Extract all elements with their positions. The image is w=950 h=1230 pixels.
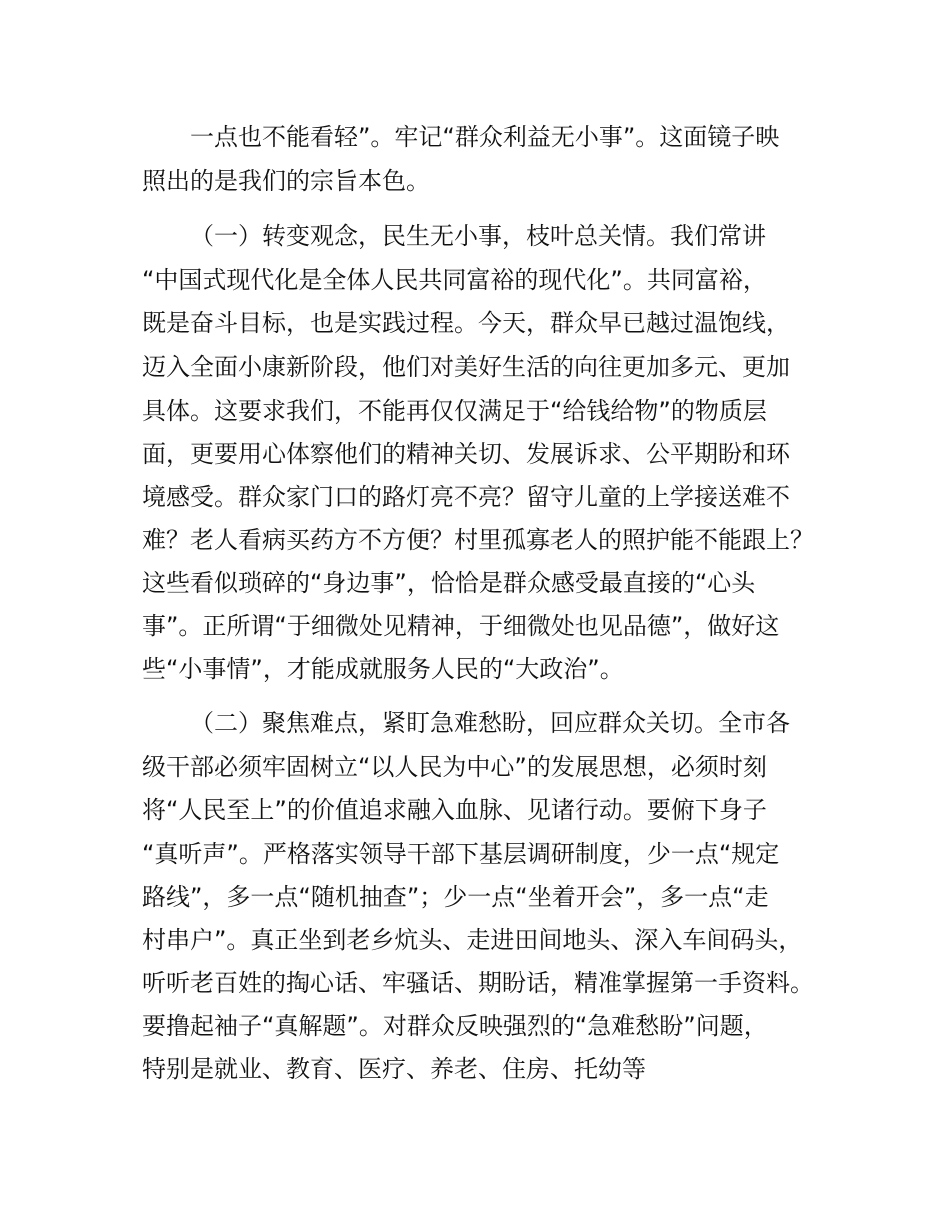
section-1-line-4: 迈入全面小康新阶段，他们对美好生活的向往更加多元、更加 xyxy=(142,353,790,381)
intro-line-2: 照出的是我们的宗旨本色。 xyxy=(142,167,430,195)
section-1-line-8: 难？老人看病买药方不方便？村里孤寡老人的照护能不能跟上？ xyxy=(142,526,814,554)
section-2-line-6: 村串户”。真正坐到老乡炕头、走进田间地头、深入车间码头， xyxy=(142,926,803,954)
section-1-line-5: 具体。这要求我们，不能再仅仅满足于“给钱给物”的物质层 xyxy=(142,397,767,425)
section-1-line-3: 既是奋斗目标，也是实践过程。今天，群众早已越过温饱线， xyxy=(142,309,790,337)
section-1-line-10: 事”。正所谓“于细微处见精神，于细微处也见品德”，做好这 xyxy=(142,612,780,640)
section-2-line-9: 特别是就业、教育、医疗、养老、住房、托幼等 xyxy=(142,1055,646,1083)
section-1-line-2: “中国式现代化是全体人民共同富裕的现代化”。共同富裕， xyxy=(142,266,767,294)
section-2-line-4: “真听声”。严格落实领导干部下基层调研制度，少一点“规定 xyxy=(142,840,780,868)
intro-line-1: 一点也不能看轻”。牢记“群众利益无小事”。这面镜子映 xyxy=(190,123,780,151)
section-2-line-8: 要撸起袖子“真解题”。对群众反映强烈的“急难愁盼”问题， xyxy=(142,1012,768,1040)
section-1-line-11: 些“小事情”，才能成就服务人民的“大政治”。 xyxy=(142,655,624,683)
section-1-line-6: 面，更要用心体察他们的精神关切、发展诉求、公平期盼和环 xyxy=(142,440,790,468)
section-1-line-9: 这些看似琐碎的“身边事”，恰恰是群众感受最直接的“心头 xyxy=(142,569,756,597)
section-2-line-3: 将“人民至上”的价值追求融入血脉、见诸行动。要俯下身子 xyxy=(142,796,767,824)
section-2-line-1: （二）聚焦难点，紧盯急难愁盼，回应群众关切。全市各 xyxy=(190,709,790,737)
section-2-line-7: 听听老百姓的掏心话、牢骚话、期盼话，精准掌握第一手资料。 xyxy=(142,969,814,997)
section-1-line-1: （一）转变观念，民生无小事，枝叶总关情。我们常讲 xyxy=(190,222,766,250)
section-1-line-7: 境感受。群众家门口的路灯亮不亮？留守儿童的上学接送难不 xyxy=(142,483,790,511)
section-2-line-5: 路线”，多一点“随机抽查”；少一点“坐着开会”，多一点“走 xyxy=(142,883,769,911)
section-2-line-2: 级干部必须牢固树立“以人民为中心”的发展思想，必须时刻 xyxy=(142,753,767,781)
